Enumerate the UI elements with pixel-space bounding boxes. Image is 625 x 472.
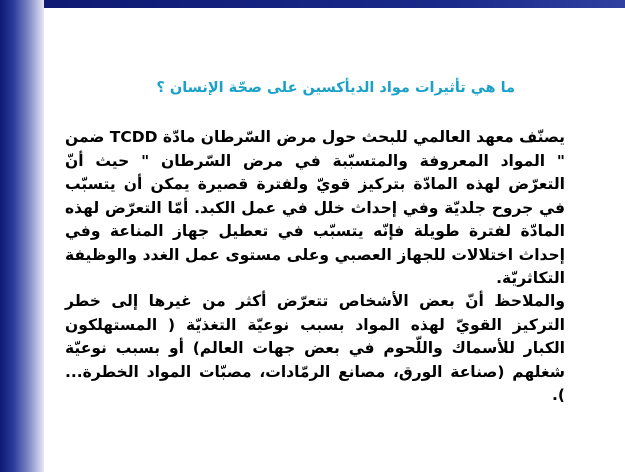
slide-title: ما هي تأثيرات مواد الديأكسين على صحّة الإنسان ؟ [156,80,515,96]
top-border-bar [44,0,625,8]
paragraph-1: يصنّف معهد العالمي للبحث حول مرض السّرطان مادّة TCDD ضمن " المواد المعروفة والمتسبّبة في مرض السّرطان " حيث أنّ التعرّض لهذه المادّة بتركيز قويّ ولفترة قصيرة يمكن أن يتسبّب في جروح جلديّة وفي إحداث خلل في عمل الكبد. أمّا التعرّض لهذه المادّة لفترة طويلة فإنّه يتسبّب في تعطيل جهاز المناعة وفي إحداث اختلالات للجهاز العصبي وعلى مستوى عمل الغدد والوظيفة التكاثريّة. [65,128,566,287]
paragraph-2: والملاحظ أنّ بعض الأشخاص تتعرّض أكثر من غيرها إلى خطر التركيز القويّ لهذه المواد بسبب نوعيّة التغذيّة ( المستهلكون الكبار للأسماك واللّحوم في بعض جهات العالم) أو بسبب نوعيّة شغلهم (صناعة الورق، مصانع الرمّادات، مصبّات المواد الخطرة... ). [65,292,565,404]
left-gradient-band [0,0,44,472]
